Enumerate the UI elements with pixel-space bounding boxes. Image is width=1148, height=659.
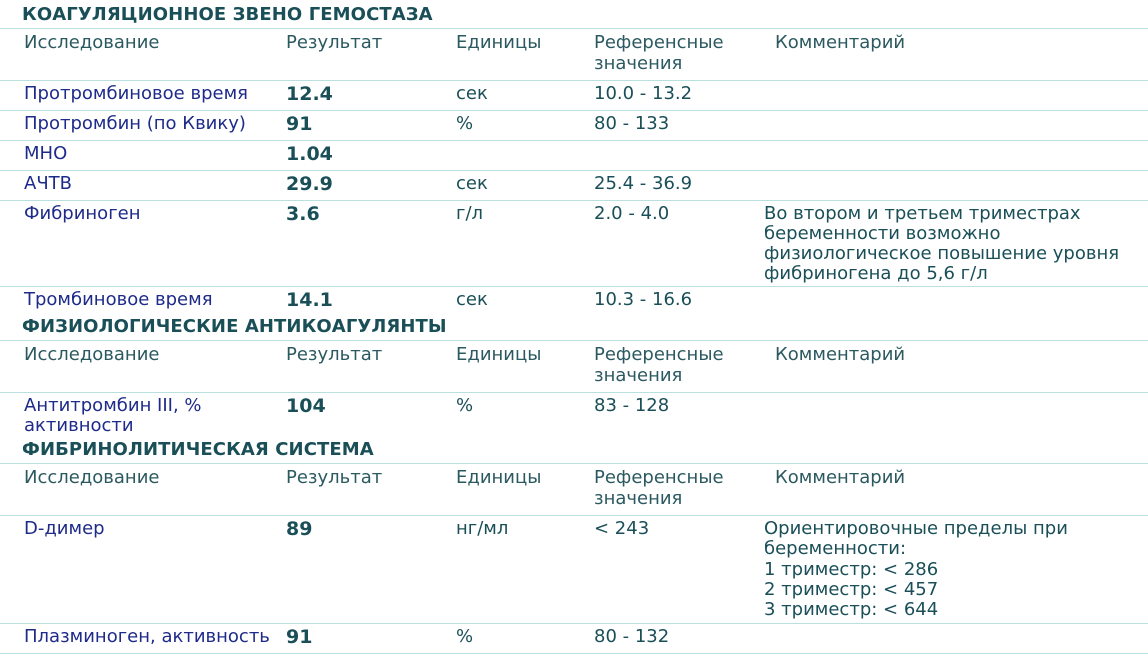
header-result: Результат — [286, 467, 383, 488]
table-row — [0, 624, 1148, 654]
test-comment-line: 2 триместр: < 457 — [764, 579, 939, 600]
test-reference: 80 - 133 — [594, 113, 670, 134]
header-name: Исследование — [24, 344, 160, 365]
test-reference: 10.3 - 16.6 — [594, 289, 693, 310]
header-reference-line1: Референсные — [594, 467, 724, 488]
header-comment: Комментарий — [775, 344, 906, 365]
header-comment: Комментарий — [775, 467, 906, 488]
test-name-line: Антитромбин III, % — [24, 395, 202, 416]
test-comment-line: фибриногена до 5,6 г/л — [764, 263, 988, 284]
test-units: г/л — [456, 203, 484, 224]
test-result: 29.9 — [286, 173, 333, 195]
test-name-line: активности — [24, 415, 134, 436]
header-comment: Комментарий — [775, 32, 906, 53]
test-comment-line: 3 триместр: < 644 — [764, 599, 939, 620]
test-name: D-димер — [24, 518, 105, 539]
test-result: 1.04 — [286, 143, 333, 165]
header-name: Исследование — [24, 467, 160, 488]
table-header — [0, 463, 1148, 516]
header-reference-line1: Референсные — [594, 32, 724, 53]
test-comment-line: беременности: — [764, 538, 907, 559]
table-row — [0, 287, 1148, 314]
table-header — [0, 28, 1148, 81]
table-row — [0, 201, 1148, 287]
header-reference-line2: значения — [594, 488, 683, 509]
table-row — [0, 141, 1148, 171]
test-comment-line: Во втором и третьем триместрах — [764, 203, 1081, 224]
table-row — [0, 171, 1148, 201]
test-reference: < 243 — [594, 518, 650, 539]
test-reference: 2.0 - 4.0 — [594, 203, 670, 224]
table-header — [0, 340, 1148, 393]
table-row — [0, 111, 1148, 141]
test-comment-line: физиологическое повышение уровня — [764, 243, 1120, 264]
test-name: Тромбиновое время — [24, 289, 213, 310]
test-comment-line: 1 триместр: < 286 — [764, 559, 939, 580]
test-units: сек — [456, 289, 488, 310]
test-reference: 80 - 132 — [594, 626, 670, 647]
test-name: Фибриноген — [24, 203, 141, 224]
test-reference: 83 - 128 — [594, 395, 670, 416]
test-name: Протромбиновое время — [24, 83, 248, 104]
test-units: % — [456, 395, 474, 416]
test-comment-line: беременности возможно — [764, 223, 1001, 244]
test-result: 14.1 — [286, 289, 333, 311]
test-units: сек — [456, 173, 488, 194]
table-row — [0, 516, 1148, 624]
section-title-anticoagulants: ФИЗИОЛОГИЧЕСКИЕ АНТИКОАГУЛЯНТЫ — [22, 316, 447, 337]
test-reference: 10.0 - 13.2 — [594, 83, 693, 104]
test-name: Протромбин (по Квику) — [24, 113, 246, 134]
test-name: МНО — [24, 143, 68, 164]
header-result: Результат — [286, 32, 383, 53]
table-row — [0, 81, 1148, 111]
test-result: 91 — [286, 626, 313, 648]
test-result: 12.4 — [286, 83, 333, 105]
header-reference-line2: значения — [594, 53, 683, 74]
test-name: АЧТВ — [24, 173, 72, 194]
test-result: 89 — [286, 518, 313, 540]
test-units: нг/мл — [456, 518, 509, 539]
header-reference-line1: Референсные — [594, 344, 724, 365]
header-result: Результат — [286, 344, 383, 365]
test-units: % — [456, 113, 474, 134]
test-reference: 25.4 - 36.9 — [594, 173, 693, 194]
header-units: Единицы — [456, 344, 542, 365]
test-units: % — [456, 626, 474, 647]
header-reference-line2: значения — [594, 365, 683, 386]
test-result: 104 — [286, 395, 326, 417]
header-units: Единицы — [456, 32, 542, 53]
test-name: Плазминоген, активность — [24, 626, 270, 647]
test-units: сек — [456, 83, 488, 104]
header-units: Единицы — [456, 467, 542, 488]
section-title-fibrinolytic: ФИБРИНОЛИТИЧЕСКАЯ СИСТЕМА — [22, 439, 374, 460]
test-result: 3.6 — [286, 203, 320, 225]
header-name: Исследование — [24, 32, 160, 53]
table-row — [0, 393, 1148, 438]
test-result: 91 — [286, 113, 313, 135]
test-comment-line: Ориентировочные пределы при — [764, 518, 1068, 539]
section-title-coagulation: КОАГУЛЯЦИОННОЕ ЗВЕНО ГЕМОСТАЗА — [22, 4, 433, 25]
